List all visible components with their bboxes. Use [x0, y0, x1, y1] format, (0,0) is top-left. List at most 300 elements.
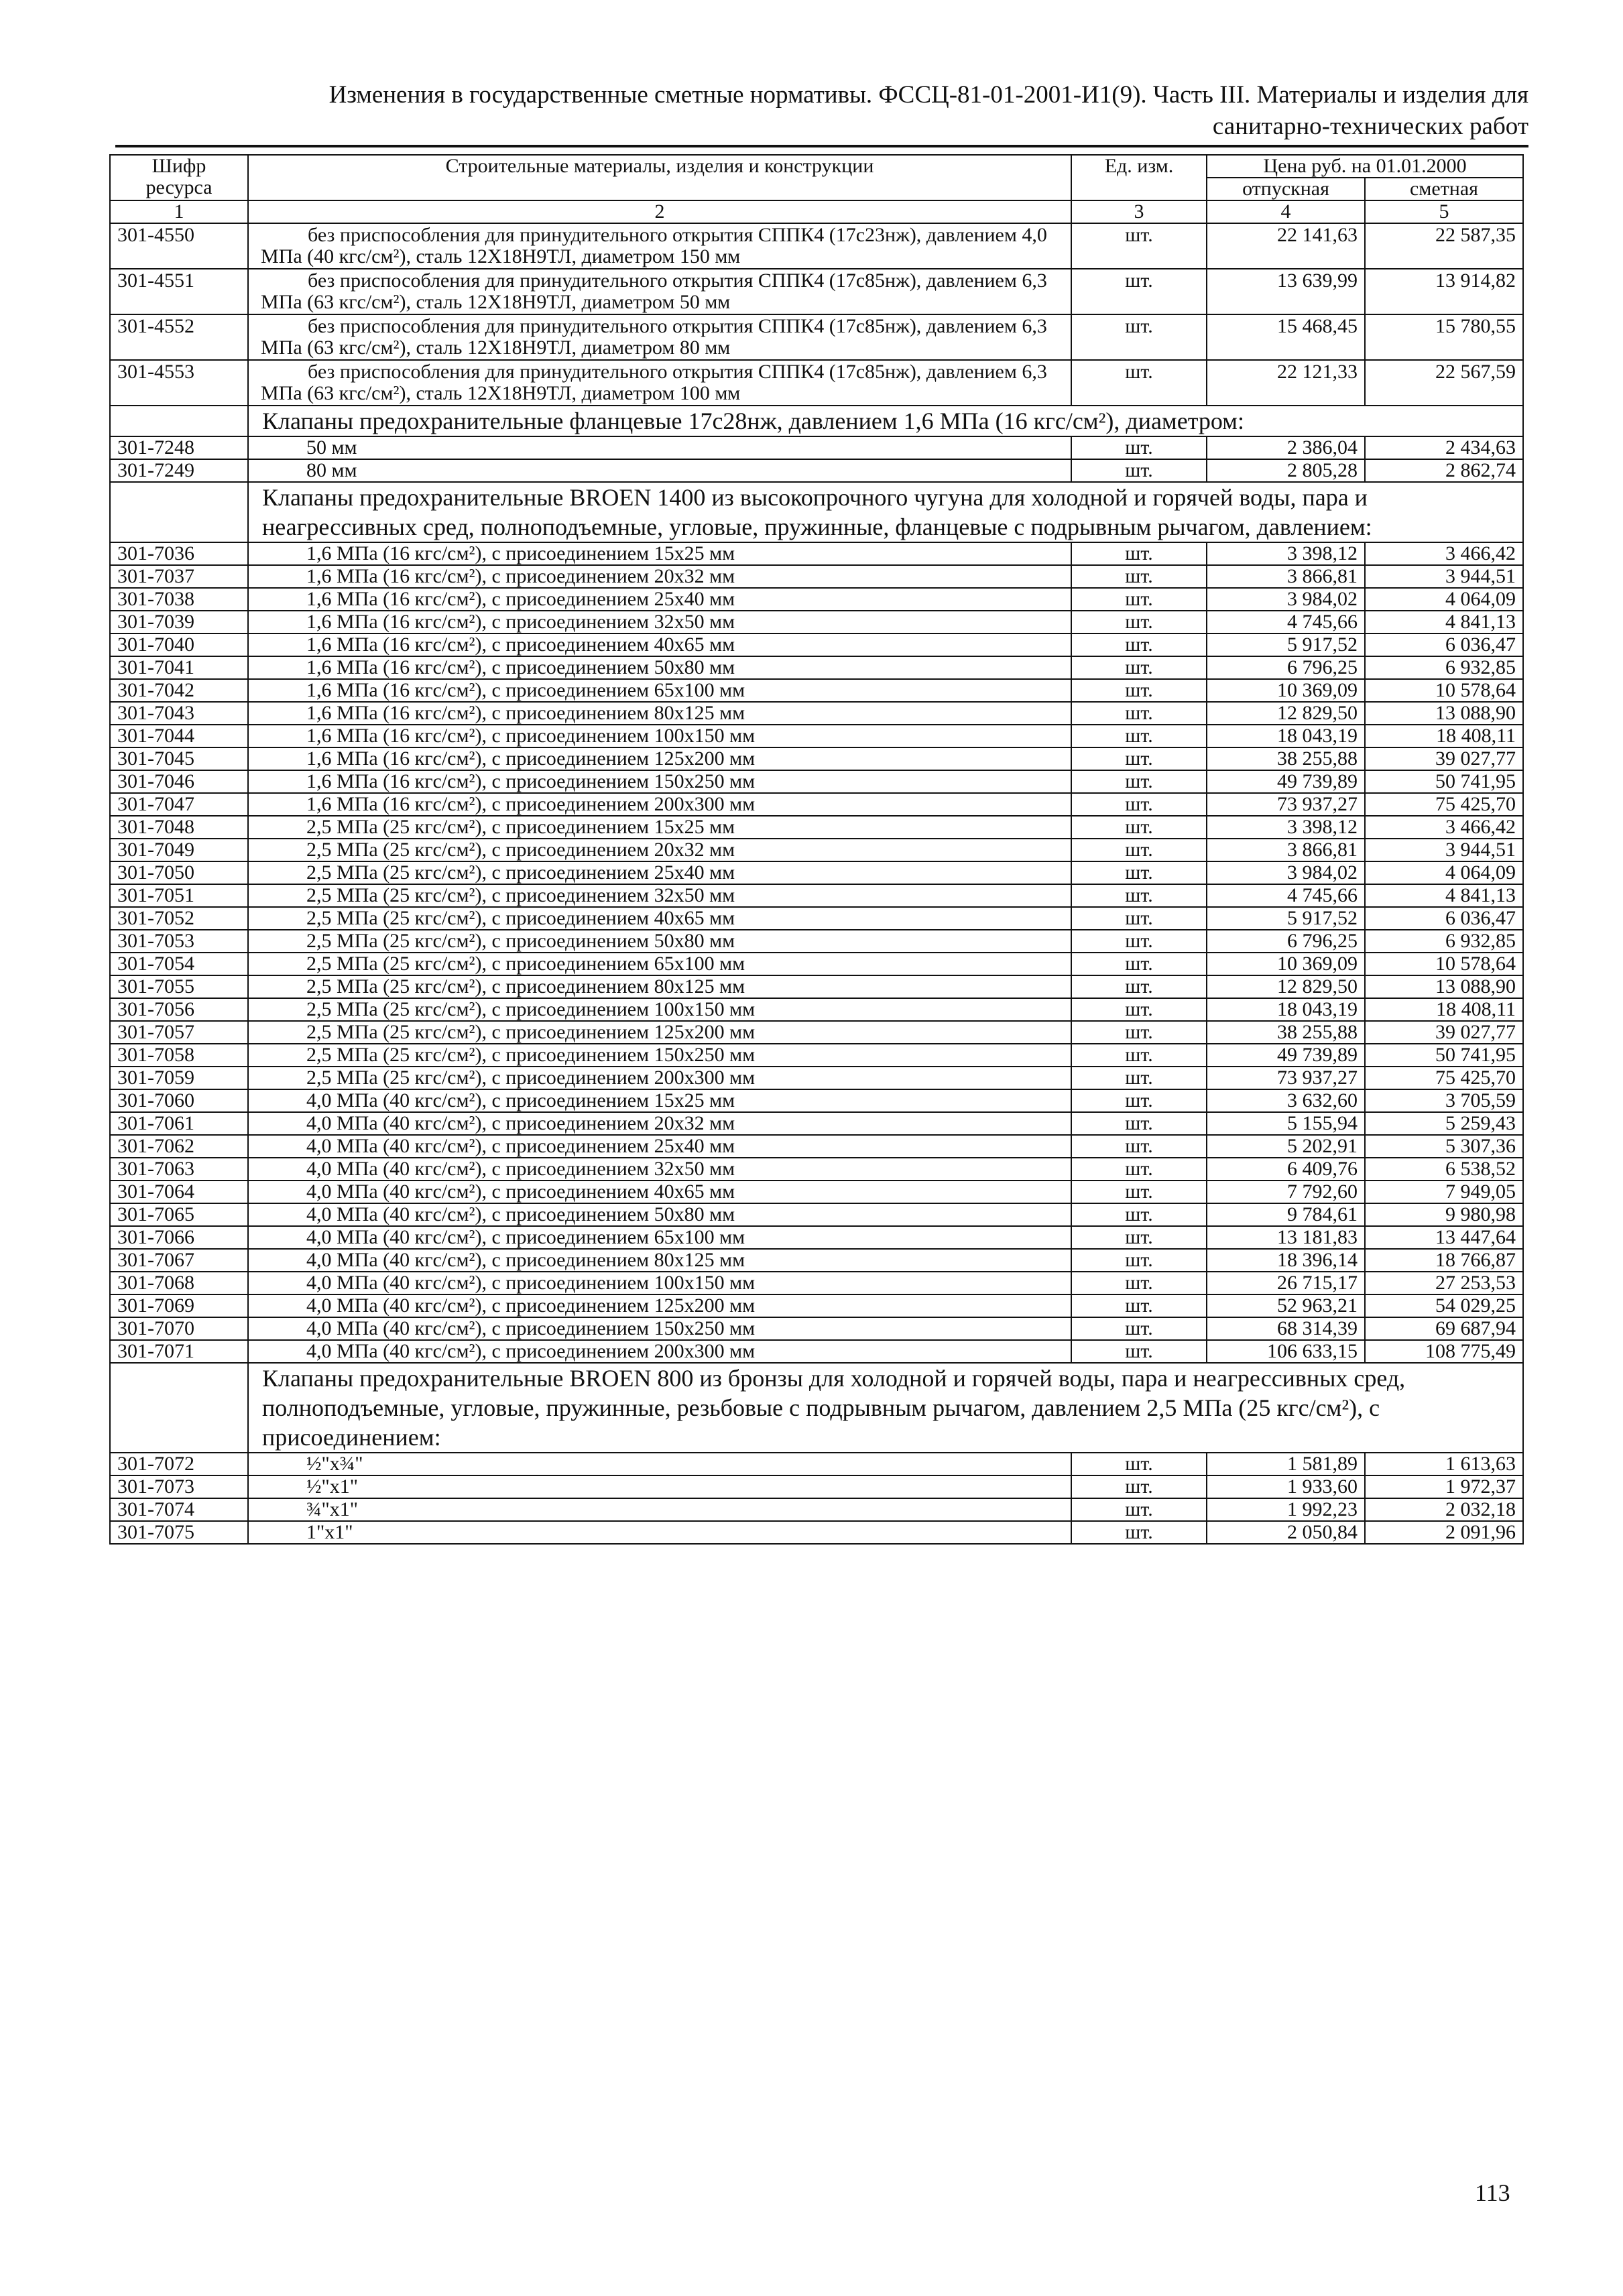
unit-cell: шт.	[1071, 1475, 1207, 1498]
estimate-price: 18 408,11	[1365, 998, 1523, 1021]
release-price: 3 866,81	[1207, 565, 1365, 588]
unit-cell: шт.	[1071, 611, 1207, 633]
release-price: 18 043,19	[1207, 725, 1365, 747]
table-row	[110, 770, 1523, 793]
release-price: 6 409,76	[1207, 1158, 1365, 1181]
table-row	[110, 436, 1523, 459]
table-row	[110, 998, 1523, 1021]
col-number: 5	[1365, 200, 1523, 223]
page-number: 113	[1475, 2179, 1510, 2206]
resource-code: 301-7038	[110, 588, 248, 611]
resource-code: 301-7070	[110, 1317, 248, 1340]
release-price: 68 314,39	[1207, 1317, 1365, 1340]
item-description: 2,5 МПа (25 кгс/см²), с присоединением 15х25 мм	[248, 816, 1071, 839]
estimate-price: 2 434,63	[1365, 436, 1523, 459]
item-description: 4,0 МПа (40 кгс/см²), с присоединением 150х250 мм	[248, 1317, 1071, 1340]
header-price: Цена руб. на 01.01.2000	[1207, 155, 1523, 178]
table-row	[110, 1317, 1523, 1340]
header-code: Шифр ресурса	[110, 155, 248, 200]
estimate-price: 13 088,90	[1365, 975, 1523, 998]
resource-code: 301-4551	[110, 269, 248, 314]
release-price: 5 155,94	[1207, 1112, 1365, 1135]
estimate-price: 50 741,95	[1365, 770, 1523, 793]
group-code-cell	[110, 482, 248, 542]
estimate-price: 22 587,35	[1365, 223, 1523, 269]
item-description: 2,5 МПа (25 кгс/см²), с присоединением 80х125 мм	[248, 975, 1071, 998]
table-row	[110, 1521, 1523, 1544]
estimate-price: 4 841,13	[1365, 611, 1523, 633]
table-row	[110, 542, 1523, 565]
resource-code: 301-7056	[110, 998, 248, 1021]
table-row	[110, 314, 1523, 360]
estimate-price: 4 064,09	[1365, 861, 1523, 884]
unit-cell: шт.	[1071, 1181, 1207, 1203]
resource-code: 301-7041	[110, 656, 248, 679]
estimate-price: 18 766,87	[1365, 1249, 1523, 1272]
resource-code: 301-7249	[110, 459, 248, 482]
item-description: 4,0 МПа (40 кгс/см²), с присоединением 32х50 мм	[248, 1158, 1071, 1181]
resource-code: 301-7046	[110, 770, 248, 793]
unit-cell: шт.	[1071, 314, 1207, 360]
release-price: 3 632,60	[1207, 1089, 1365, 1112]
estimate-price: 5 307,36	[1365, 1135, 1523, 1158]
estimate-price: 27 253,53	[1365, 1272, 1523, 1294]
unit-cell: шт.	[1071, 770, 1207, 793]
item-description: 4,0 МПа (40 кгс/см²), с присоединением 15х25 мм	[248, 1089, 1071, 1112]
release-price: 6 796,25	[1207, 656, 1365, 679]
release-price: 12 829,50	[1207, 975, 1365, 998]
resource-code: 301-7039	[110, 611, 248, 633]
header-estimate: сметная	[1365, 178, 1523, 200]
table-row	[110, 1453, 1523, 1475]
estimate-price: 39 027,77	[1365, 1021, 1523, 1044]
item-description	[248, 269, 1071, 314]
release-price: 10 369,09	[1207, 679, 1365, 702]
release-price: 52 963,21	[1207, 1294, 1365, 1317]
item-description: ½"х¾"	[248, 1453, 1071, 1475]
table-row	[110, 793, 1523, 816]
group-heading: Клапаны предохранительные фланцевые 17с28нж, давлением 1,6 МПа (16 кгс/см²), диаметром:	[248, 406, 1523, 436]
unit-cell: шт.	[1071, 930, 1207, 953]
resource-code: 301-7067	[110, 1249, 248, 1272]
item-description: 2,5 МПа (25 кгс/см²), с присоединением 32х50 мм	[248, 884, 1071, 907]
resource-code: 301-7061	[110, 1112, 248, 1135]
header-name: Строительные материалы, изделия и конструкции	[248, 155, 1071, 200]
col-number: 3	[1071, 200, 1207, 223]
estimate-price: 39 027,77	[1365, 747, 1523, 770]
estimate-price: 2 091,96	[1365, 1521, 1523, 1544]
unit-cell: шт.	[1071, 975, 1207, 998]
resource-code: 301-4553	[110, 360, 248, 406]
estimate-price: 75 425,70	[1365, 1067, 1523, 1089]
estimate-price: 9 980,98	[1365, 1203, 1523, 1226]
table-row	[110, 1294, 1523, 1317]
resource-code: 301-7049	[110, 839, 248, 861]
group-heading-row	[110, 406, 1523, 436]
table-row	[110, 1498, 1523, 1521]
header-unit: Ед. изм.	[1071, 155, 1207, 200]
table-row	[110, 1340, 1523, 1363]
resource-code: 301-7058	[110, 1044, 248, 1067]
item-description: 4,0 МПа (40 кгс/см²), с присоединением 50х80 мм	[248, 1203, 1071, 1226]
resource-code: 301-7064	[110, 1181, 248, 1203]
table-row	[110, 907, 1523, 930]
release-price: 2 805,28	[1207, 459, 1365, 482]
item-description: 1,6 МПа (16 кгс/см²), с присоединением 32х50 мм	[248, 611, 1071, 633]
release-price: 3 398,12	[1207, 816, 1365, 839]
estimate-price: 6 538,52	[1365, 1158, 1523, 1181]
resource-code: 301-7042	[110, 679, 248, 702]
unit-cell: шт.	[1071, 588, 1207, 611]
unit-cell: шт.	[1071, 725, 1207, 747]
table-row	[110, 861, 1523, 884]
unit-cell: шт.	[1071, 861, 1207, 884]
table-row	[110, 975, 1523, 998]
page-header	[168, 79, 1528, 142]
unit-cell: шт.	[1071, 1044, 1207, 1067]
table-row	[110, 1067, 1523, 1089]
release-price: 7 792,60	[1207, 1181, 1365, 1203]
header-rule	[115, 145, 1528, 147]
resource-code: 301-7071	[110, 1340, 248, 1363]
release-price: 9 784,61	[1207, 1203, 1365, 1226]
item-description: 1,6 МПа (16 кгс/см²), с присоединением 65х100 мм	[248, 679, 1071, 702]
unit-cell: шт.	[1071, 1340, 1207, 1363]
release-price: 38 255,88	[1207, 747, 1365, 770]
item-description	[248, 314, 1071, 360]
estimate-price: 4 841,13	[1365, 884, 1523, 907]
table-row	[110, 1158, 1523, 1181]
release-price: 5 202,91	[1207, 1135, 1365, 1158]
estimate-price: 6 036,47	[1365, 633, 1523, 656]
estimate-price: 2 032,18	[1365, 1498, 1523, 1521]
release-price: 73 937,27	[1207, 793, 1365, 816]
item-description: 4,0 МПа (40 кгс/см²), с присоединением 20х32 мм	[248, 1112, 1071, 1135]
table-row	[110, 1089, 1523, 1112]
release-price: 12 829,50	[1207, 702, 1365, 725]
resource-code: 301-7043	[110, 702, 248, 725]
unit-cell: шт.	[1071, 1249, 1207, 1272]
unit-cell: шт.	[1071, 360, 1207, 406]
item-description: 1,6 МПа (16 кгс/см²), с присоединением 40х65 мм	[248, 633, 1071, 656]
table-row	[110, 1044, 1523, 1067]
estimate-price: 108 775,49	[1365, 1340, 1523, 1363]
estimate-price: 13 447,64	[1365, 1226, 1523, 1249]
table-row	[110, 360, 1523, 406]
table-row	[110, 1249, 1523, 1272]
resource-code: 301-7062	[110, 1135, 248, 1158]
unit-cell: шт.	[1071, 747, 1207, 770]
resource-code: 301-7065	[110, 1203, 248, 1226]
estimate-price: 18 408,11	[1365, 725, 1523, 747]
table-row	[110, 1272, 1523, 1294]
col-number: 4	[1207, 200, 1365, 223]
resource-code: 301-7050	[110, 861, 248, 884]
resource-code: 301-7036	[110, 542, 248, 565]
item-description: 1,6 МПа (16 кгс/см²), с присоединением 50х80 мм	[248, 656, 1071, 679]
resource-code: 301-7063	[110, 1158, 248, 1181]
estimate-price: 15 780,55	[1365, 314, 1523, 360]
group-heading: Клапаны предохранительные BROEN 1400 из высокопрочного чугуна для холодной и горячей воды, пара и неагрессивных сред, полноподъемные, угловые, пружинные, фланцевые с подрывным рычагом, давлением:	[248, 482, 1523, 542]
release-price: 5 917,52	[1207, 907, 1365, 930]
item-description: 2,5 МПа (25 кгс/см²), с присоединением 20х32 мм	[248, 839, 1071, 861]
price-table	[109, 154, 1524, 1545]
unit-cell: шт.	[1071, 1521, 1207, 1544]
unit-cell: шт.	[1071, 656, 1207, 679]
unit-cell: шт.	[1071, 1294, 1207, 1317]
table-row	[110, 884, 1523, 907]
estimate-price: 22 567,59	[1365, 360, 1523, 406]
resource-code: 301-7068	[110, 1272, 248, 1294]
release-price: 106 633,15	[1207, 1340, 1365, 1363]
release-price: 1 933,60	[1207, 1475, 1365, 1498]
resource-code: 301-7069	[110, 1294, 248, 1317]
resource-code: 301-7057	[110, 1021, 248, 1044]
resource-code: 301-7073	[110, 1475, 248, 1498]
resource-code: 301-7037	[110, 565, 248, 588]
unit-cell: шт.	[1071, 702, 1207, 725]
item-description: 1,6 МПа (16 кгс/см²), с присоединением 150х250 мм	[248, 770, 1071, 793]
item-description: 2,5 МПа (25 кгс/см²), с присоединением 40х65 мм	[248, 907, 1071, 930]
estimate-price: 3 705,59	[1365, 1089, 1523, 1112]
table-row	[110, 930, 1523, 953]
unit-cell: шт.	[1071, 816, 1207, 839]
item-description: 50 мм	[248, 436, 1071, 459]
unit-cell: шт.	[1071, 679, 1207, 702]
release-price: 4 745,66	[1207, 884, 1365, 907]
header-line-1: Изменения в государственные сметные нормативы. ФССЦ-81-01-2001-И1(9). Часть III. Материалы и изделия для	[328, 81, 1528, 109]
item-description: 4,0 МПа (40 кгс/см²), с присоединением 125х200 мм	[248, 1294, 1071, 1317]
group-heading-row	[110, 482, 1523, 542]
resource-code: 301-7053	[110, 930, 248, 953]
estimate-price: 3 466,42	[1365, 542, 1523, 565]
resource-code: 301-7054	[110, 953, 248, 975]
estimate-price: 69 687,94	[1365, 1317, 1523, 1340]
item-description: 4,0 МПа (40 кгс/см²), с присоединением 65х100 мм	[248, 1226, 1071, 1249]
table-row	[110, 1181, 1523, 1203]
release-price: 10 369,09	[1207, 953, 1365, 975]
item-description: 2,5 МПа (25 кгс/см²), с присоединением 25х40 мм	[248, 861, 1071, 884]
estimate-price: 13 914,82	[1365, 269, 1523, 314]
release-price: 22 141,63	[1207, 223, 1365, 269]
release-price: 1 992,23	[1207, 1498, 1365, 1521]
table-row	[110, 953, 1523, 975]
item-description-text: без приспособления для принудительного открытия СППК4 (17с85нж), давлением 6,3 МПа (63 кгс/см²), сталь 12Х18Н9ТЛ, диаметром 80 мм	[261, 315, 1047, 359]
unit-cell: шт.	[1071, 1203, 1207, 1226]
estimate-price: 50 741,95	[1365, 1044, 1523, 1067]
item-description: 4,0 МПа (40 кгс/см²), с присоединением 200х300 мм	[248, 1340, 1071, 1363]
item-description	[248, 223, 1071, 269]
item-description: 4,0 МПа (40 кгс/см²), с присоединением 100х150 мм	[248, 1272, 1071, 1294]
release-price: 1 581,89	[1207, 1453, 1365, 1475]
item-description	[248, 360, 1071, 406]
table-row	[110, 1475, 1523, 1498]
release-price: 18 043,19	[1207, 998, 1365, 1021]
unit-cell: шт.	[1071, 953, 1207, 975]
resource-code: 301-7044	[110, 725, 248, 747]
item-description: 1,6 МПа (16 кгс/см²), с присоединением 20х32 мм	[248, 565, 1071, 588]
group-heading: Клапаны предохранительные BROEN 800 из бронзы для холодной и горячей воды, пара и неагрессивных сред, полноподъемные, угловые, пружинные, резьбовые с подрывным рычагом, давлением 2,5 МПа (25 кгс/см²), с присоединением:	[248, 1363, 1523, 1453]
unit-cell: шт.	[1071, 1158, 1207, 1181]
release-price: 6 796,25	[1207, 930, 1365, 953]
header-row-1	[110, 155, 1523, 178]
unit-cell: шт.	[1071, 1317, 1207, 1340]
resource-code: 301-7040	[110, 633, 248, 656]
table-body	[110, 223, 1523, 1544]
unit-cell: шт.	[1071, 1272, 1207, 1294]
unit-cell: шт.	[1071, 1021, 1207, 1044]
group-heading-row	[110, 1363, 1523, 1453]
resource-code: 301-7047	[110, 793, 248, 816]
unit-cell: шт.	[1071, 1135, 1207, 1158]
unit-cell: шт.	[1071, 633, 1207, 656]
col-number: 1	[110, 200, 248, 223]
item-description: 2,5 МПа (25 кгс/см²), с присоединением 125х200 мм	[248, 1021, 1071, 1044]
release-price: 13 639,99	[1207, 269, 1365, 314]
table-row	[110, 633, 1523, 656]
table-row	[110, 588, 1523, 611]
estimate-price: 3 944,51	[1365, 565, 1523, 588]
unit-cell: шт.	[1071, 223, 1207, 269]
release-price: 22 121,33	[1207, 360, 1365, 406]
item-description-text: без приспособления для принудительного открытия СППК4 (17с23нж), давлением 4,0 МПа (40 кгс/см²), сталь 12Х18Н9ТЛ, диаметром 150 мм	[261, 224, 1047, 267]
unit-cell: шт.	[1071, 793, 1207, 816]
estimate-price: 1 972,37	[1365, 1475, 1523, 1498]
unit-cell: шт.	[1071, 1453, 1207, 1475]
resource-code: 301-7074	[110, 1498, 248, 1521]
item-description: 1,6 МПа (16 кгс/см²), с присоединением 80х125 мм	[248, 702, 1071, 725]
release-price: 18 396,14	[1207, 1249, 1365, 1272]
resource-code: 301-7045	[110, 747, 248, 770]
unit-cell: шт.	[1071, 542, 1207, 565]
resource-code: 301-7072	[110, 1453, 248, 1475]
resource-code: 301-7060	[110, 1089, 248, 1112]
col-number: 2	[248, 200, 1071, 223]
table-row	[110, 269, 1523, 314]
release-price: 38 255,88	[1207, 1021, 1365, 1044]
item-description: 2,5 МПа (25 кгс/см²), с присоединением 200х300 мм	[248, 1067, 1071, 1089]
resource-code: 301-7048	[110, 816, 248, 839]
table-row	[110, 839, 1523, 861]
item-description: 2,5 МПа (25 кгс/см²), с присоединением 50х80 мм	[248, 930, 1071, 953]
release-price: 3 984,02	[1207, 588, 1365, 611]
unit-cell: шт.	[1071, 1226, 1207, 1249]
item-description: 1,6 МПа (16 кгс/см²), с присоединением 25х40 мм	[248, 588, 1071, 611]
item-description: ¾"х1"	[248, 1498, 1071, 1521]
item-description: 1"х1"	[248, 1521, 1071, 1544]
release-price: 49 739,89	[1207, 1044, 1365, 1067]
release-price: 2 050,84	[1207, 1521, 1365, 1544]
resource-code: 301-7055	[110, 975, 248, 998]
table-row	[110, 1135, 1523, 1158]
release-price: 15 468,45	[1207, 314, 1365, 360]
estimate-price: 10 578,64	[1365, 953, 1523, 975]
table-row	[110, 702, 1523, 725]
release-price: 49 739,89	[1207, 770, 1365, 793]
unit-cell: шт.	[1071, 998, 1207, 1021]
table-row	[110, 1203, 1523, 1226]
estimate-price: 54 029,25	[1365, 1294, 1523, 1317]
table-row	[110, 1112, 1523, 1135]
estimate-price: 4 064,09	[1365, 588, 1523, 611]
group-code-cell	[110, 406, 248, 436]
item-description: 80 мм	[248, 459, 1071, 482]
item-description: 2,5 МПа (25 кгс/см²), с присоединением 65х100 мм	[248, 953, 1071, 975]
release-price: 73 937,27	[1207, 1067, 1365, 1089]
item-description: 1,6 МПа (16 кгс/см²), с присоединением 125х200 мм	[248, 747, 1071, 770]
item-description: 2,5 МПа (25 кгс/см²), с присоединением 100х150 мм	[248, 998, 1071, 1021]
item-description: 1,6 МПа (16 кгс/см²), с присоединением 100х150 мм	[248, 725, 1071, 747]
unit-cell: шт.	[1071, 1067, 1207, 1089]
release-price: 3 866,81	[1207, 839, 1365, 861]
unit-cell: шт.	[1071, 565, 1207, 588]
estimate-price: 3 466,42	[1365, 816, 1523, 839]
table-row	[110, 565, 1523, 588]
resource-code: 301-7052	[110, 907, 248, 930]
release-price: 3 984,02	[1207, 861, 1365, 884]
unit-cell: шт.	[1071, 907, 1207, 930]
estimate-price: 2 862,74	[1365, 459, 1523, 482]
table-row	[110, 223, 1523, 269]
estimate-price: 1 613,63	[1365, 1453, 1523, 1475]
release-price: 4 745,66	[1207, 611, 1365, 633]
table-row	[110, 747, 1523, 770]
table-row	[110, 816, 1523, 839]
estimate-price: 5 259,43	[1365, 1112, 1523, 1135]
item-description: 1,6 МПа (16 кгс/см²), с присоединением 200х300 мм	[248, 793, 1071, 816]
release-price: 3 398,12	[1207, 542, 1365, 565]
column-numbers-row	[110, 200, 1523, 223]
resource-code: 301-7051	[110, 884, 248, 907]
resource-code: 301-7075	[110, 1521, 248, 1544]
item-description-text: без приспособления для принудительного открытия СППК4 (17с85нж), давлением 6,3 МПа (63 кгс/см²), сталь 12Х18Н9ТЛ, диаметром 50 мм	[261, 269, 1047, 313]
estimate-price: 6 036,47	[1365, 907, 1523, 930]
unit-cell: шт.	[1071, 269, 1207, 314]
item-description: 1,6 МПа (16 кгс/см²), с присоединением 15х25 мм	[248, 542, 1071, 565]
unit-cell: шт.	[1071, 1089, 1207, 1112]
header-release: отпускная	[1207, 178, 1365, 200]
item-description: ½"х1"	[248, 1475, 1071, 1498]
item-description-text: без приспособления для принудительного открытия СППК4 (17с85нж), давлением 6,3 МПа (63 кгс/см²), сталь 12Х18Н9ТЛ, диаметром 100 мм	[261, 361, 1047, 404]
header-line-2: санитарно-технических работ	[1212, 113, 1528, 140]
unit-cell: шт.	[1071, 1112, 1207, 1135]
unit-cell: шт.	[1071, 1498, 1207, 1521]
item-description: 4,0 МПа (40 кгс/см²), с присоединением 25х40 мм	[248, 1135, 1071, 1158]
estimate-price: 6 932,85	[1365, 656, 1523, 679]
table-row	[110, 611, 1523, 633]
item-description: 4,0 МПа (40 кгс/см²), с присоединением 80х125 мм	[248, 1249, 1071, 1272]
estimate-price: 7 949,05	[1365, 1181, 1523, 1203]
estimate-price: 13 088,90	[1365, 702, 1523, 725]
estimate-price: 3 944,51	[1365, 839, 1523, 861]
table-row	[110, 1226, 1523, 1249]
table-row	[110, 656, 1523, 679]
table-row	[110, 1021, 1523, 1044]
resource-code: 301-4550	[110, 223, 248, 269]
estimate-price: 75 425,70	[1365, 793, 1523, 816]
unit-cell: шт.	[1071, 459, 1207, 482]
estimate-price: 6 932,85	[1365, 930, 1523, 953]
release-price: 13 181,83	[1207, 1226, 1365, 1249]
release-price: 5 917,52	[1207, 633, 1365, 656]
resource-code: 301-4552	[110, 314, 248, 360]
estimate-price: 10 578,64	[1365, 679, 1523, 702]
unit-cell: шт.	[1071, 436, 1207, 459]
item-description: 4,0 МПа (40 кгс/см²), с присоединением 40х65 мм	[248, 1181, 1071, 1203]
release-price: 26 715,17	[1207, 1272, 1365, 1294]
resource-code: 301-7066	[110, 1226, 248, 1249]
resource-code: 301-7059	[110, 1067, 248, 1089]
